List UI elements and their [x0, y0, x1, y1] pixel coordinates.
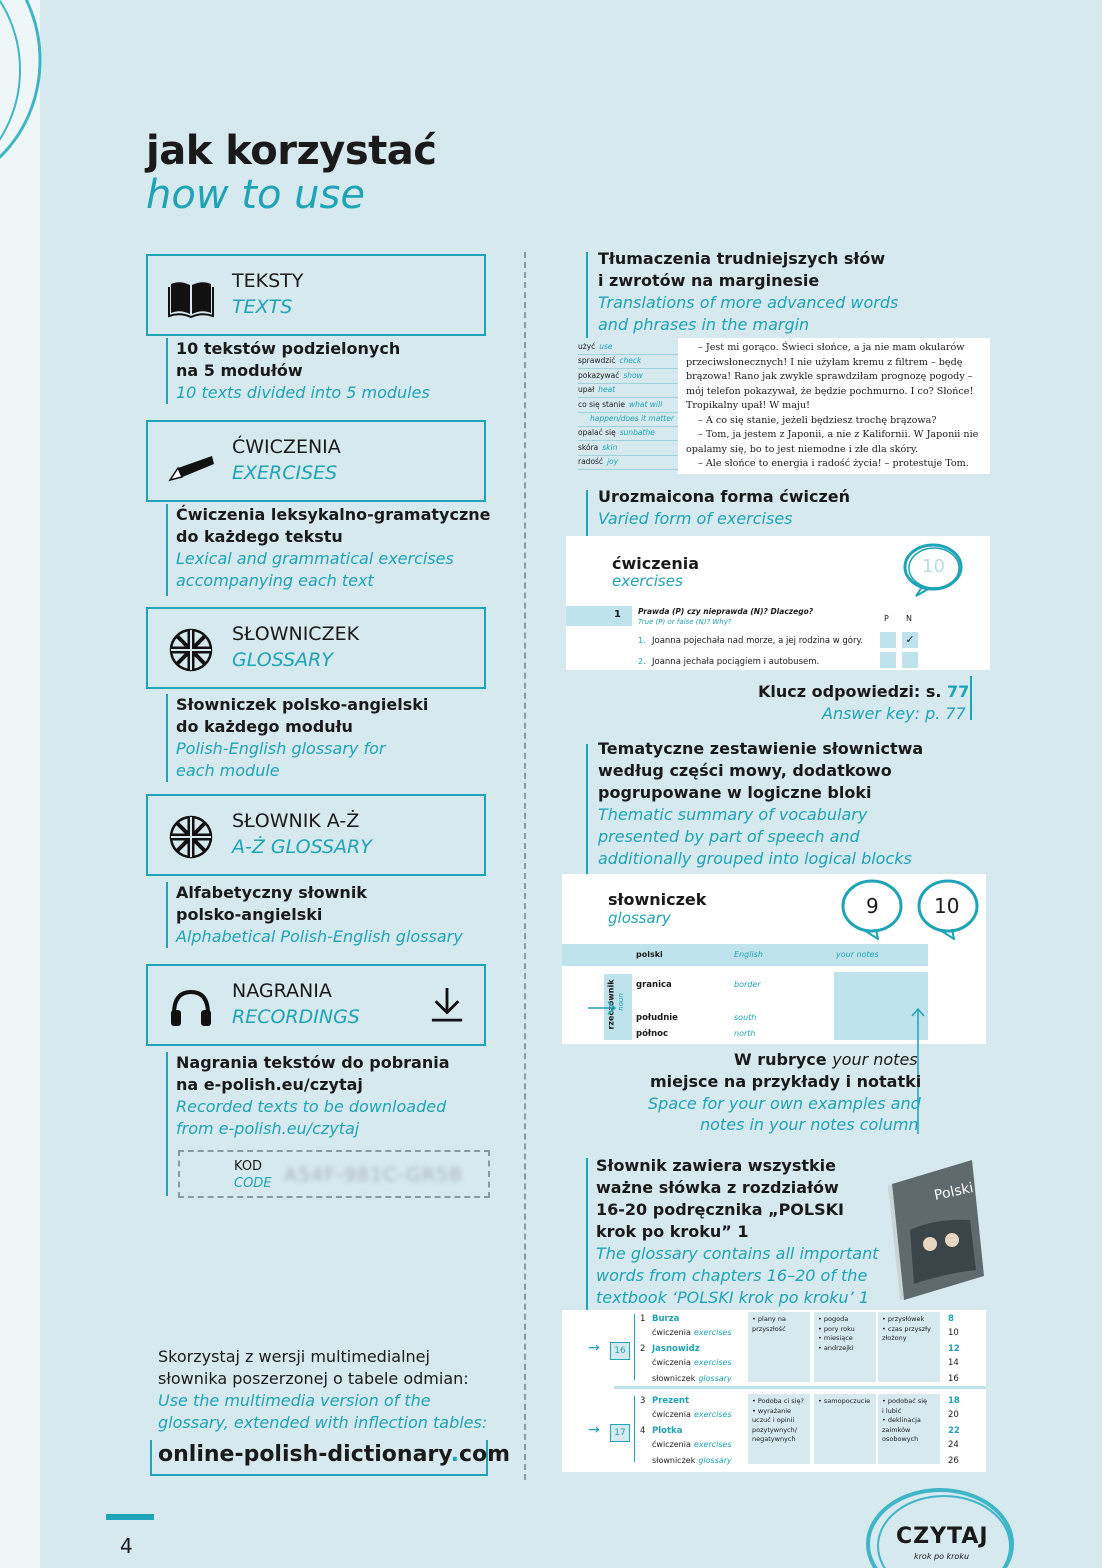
page-ref: 14: [948, 1358, 959, 1368]
desc-line-en: from e-polish.eu/czytaj: [176, 1119, 360, 1138]
page-number: 4: [120, 1534, 133, 1558]
topic-item: złożony: [882, 1334, 907, 1342]
page-ref: 20: [948, 1410, 959, 1420]
topic-item: przyszłość: [752, 1324, 786, 1333]
section-label-en: RECORDINGS: [232, 1006, 360, 1028]
chapter-bracket: [634, 1314, 638, 1380]
text-line: opalamy się, bo to jest niemodne i złe dla skóry.: [686, 443, 919, 455]
heading-line-en: Varied form of exercises: [598, 509, 793, 528]
desc-line-en: Lexical and grammatical exercises: [176, 549, 454, 568]
exercise-item: Joanna jechała pociągiem i autobusem.: [652, 657, 820, 667]
heading-line: według części mowy, dodatkowo: [598, 761, 892, 780]
answer-checkbox-checked[interactable]: ✓: [902, 632, 918, 648]
gloss-translation: sunbathe: [619, 428, 655, 438]
page-ref: 18: [948, 1396, 960, 1406]
gloss-translation: show: [623, 370, 643, 380]
lesson-title: Burza: [652, 1314, 680, 1324]
page-ref: 26: [948, 1456, 959, 1466]
heading-line: Urozmaicona forma ćwiczeń: [598, 487, 851, 506]
section-label-pl: ĆWICZENIA: [232, 436, 341, 458]
headphones-icon: [168, 984, 214, 1030]
multimedia-note: [158, 1346, 487, 1434]
gloss-entry: [578, 371, 686, 384]
glossary-label: słowniczek: [652, 1374, 696, 1383]
lesson-exercises: [652, 1440, 732, 1449]
topic-item: uczuć i opinii: [752, 1416, 795, 1424]
part-of-speech-label: rzeczownik: [606, 979, 616, 1030]
bubble-number: 10: [934, 894, 960, 918]
page-title: jak korzystać: [146, 128, 437, 174]
lesson-title: Prezent: [652, 1396, 690, 1406]
answer-checkbox[interactable]: [880, 632, 896, 648]
notes-column-note: [734, 1050, 918, 1069]
item-number: 1.: [638, 636, 646, 645]
page-ref: 8: [948, 1314, 954, 1324]
exercises-label-en: exercises: [693, 1440, 732, 1449]
section-az-glossary-desc: [166, 882, 463, 948]
multimedia-line: słownika poszerzonej o tabele odmian:: [158, 1369, 469, 1388]
gloss-translation: check: [619, 356, 642, 366]
topic-column: [878, 1312, 940, 1382]
column-divider: [524, 252, 526, 1480]
topic-column: [814, 1394, 876, 1464]
topic-item: • miesiące: [818, 1334, 853, 1342]
heading-line-en: The glossary contains all important: [596, 1244, 879, 1263]
url-dot: .: [450, 1442, 459, 1467]
page-number-bar: [106, 1514, 154, 1520]
section-texts-desc: [166, 338, 430, 404]
gloss-translation: happen/does it matter: [590, 414, 674, 423]
desc-line: na 5 modułów: [176, 361, 303, 380]
panel-title: ćwiczenia: [612, 554, 700, 573]
desc-line: 10 tekstów podzielonych: [176, 339, 401, 358]
desc-line: polsko-angielski: [176, 905, 323, 924]
heading-line-en: Thematic summary of vocabulary: [598, 805, 868, 824]
bubble-number: 10: [922, 556, 945, 577]
text-line: – A co się stanie, jeżeli będziesz trochę brązowa?: [698, 414, 937, 426]
glossary-label: słowniczek: [652, 1456, 696, 1465]
url-part: online-polish-dictionary: [158, 1442, 451, 1467]
heading-line: pogrupowane w logiczne bloki: [598, 783, 872, 802]
section-glossary-desc: [166, 694, 428, 782]
lesson-title: Jasnowidz: [652, 1344, 700, 1354]
notes-column-note-en: Space for your own examples and: [648, 1094, 921, 1113]
notes-column-note: miejsce na przykłady i notatki: [650, 1072, 922, 1091]
heading-line: krok po kroku” 1: [596, 1222, 749, 1241]
desc-line: Słowniczek polsko-angielski: [176, 695, 429, 714]
heading-line: Tematyczne zestawienie słownictwa: [598, 739, 924, 758]
desc-line-en: Alphabetical Polish-English glossary: [176, 927, 463, 946]
panel-subtitle: exercises: [612, 572, 683, 590]
answer-key-note: [758, 682, 969, 701]
section-label-pl: SŁOWNIK A-Ż: [232, 810, 360, 832]
heading-line-en: textbook ‘POLSKI krok po kroku’ 1: [596, 1288, 870, 1307]
answer-key-page: 77: [947, 682, 970, 701]
section-exercises-header: [146, 420, 486, 502]
task-instruction: Prawda (P) czy nieprawda (N)? Dlaczego?: [638, 607, 814, 616]
topic-column: [748, 1312, 810, 1382]
heading-line-en: and phrases in the margin: [598, 315, 810, 334]
desc-line: Alfabetyczny słownik: [176, 883, 367, 902]
panel-subtitle: glossary: [608, 909, 671, 927]
lesson-number: 4: [640, 1426, 646, 1436]
desc-line-en: accompanying each text: [176, 571, 374, 590]
exercises-label: ćwiczenia: [652, 1410, 691, 1419]
lesson-exercises: [652, 1410, 732, 1419]
lesson-exercises: [652, 1328, 732, 1337]
brand-logo-text: CZYTAJ: [896, 1524, 989, 1549]
heading-line: 16-20 podręcznika „POLSKI: [596, 1200, 844, 1219]
heading-line-en: Translations of more advanced words: [598, 293, 899, 312]
text-line: mój telefon pokazywał, że będzie pochmurno. I co? Słońce!: [686, 385, 974, 397]
text-line: – Jest mi gorąco. Świeci słońce, a ja nie mam okularów: [698, 342, 965, 353]
gloss-entry: [578, 400, 686, 413]
exercises-label: ćwiczenia: [652, 1440, 691, 1449]
section-texts-header: [146, 254, 486, 336]
gloss-translation: use: [599, 342, 613, 351]
url-part: com: [458, 1442, 511, 1467]
heading-line-en: additionally grouped into logical blocks: [598, 849, 912, 868]
text-line: brązowa! Rano jak zwykle sprawdziłam prognozę pogody –: [686, 371, 973, 382]
exercises-label-en: exercises: [693, 1328, 732, 1337]
desc-line-en: Recorded texts to be downloaded: [176, 1097, 447, 1116]
topic-item: • deklinacja: [882, 1416, 921, 1424]
exercises-label-en: exercises: [693, 1410, 732, 1419]
dictionary-heading: [596, 1155, 878, 1309]
task-number: 1: [614, 609, 621, 620]
topic-item: • andrzejki: [818, 1343, 854, 1352]
dictionary-url-link[interactable]: [158, 1442, 510, 1467]
topic-column: [814, 1312, 876, 1382]
column-header: your notes: [836, 950, 879, 959]
page-ref: 10: [948, 1328, 959, 1338]
exercises-heading: [598, 486, 850, 530]
pencil-icon: [168, 444, 214, 490]
gloss-entry: [578, 385, 686, 398]
text-line: Tropikalny upał! W maju!: [686, 400, 811, 411]
uk-flag-icon: [168, 627, 214, 673]
item-number: 2.: [638, 657, 646, 666]
book-title: Polski: [932, 1180, 975, 1204]
chapter-bracket: [634, 1396, 638, 1462]
gloss-translation: heat: [598, 385, 616, 395]
arrow-right-icon: →: [588, 1340, 600, 1356]
brand-logo-subtitle: krok po kroku: [914, 1552, 970, 1561]
exercises-label: ćwiczenia: [652, 1358, 691, 1367]
section-glossary-header: [146, 607, 486, 689]
column-header: English: [734, 950, 763, 959]
arrow-right-icon: [588, 1000, 618, 1016]
gloss-entry: [578, 356, 686, 369]
glossary-label-en: glossary: [698, 1374, 732, 1383]
section-label-en: EXERCISES: [232, 462, 338, 484]
glossary-word: północ: [636, 1029, 669, 1039]
bubble-number: 9: [866, 894, 879, 918]
code-label-pl: KOD: [234, 1159, 263, 1174]
margin-translations-heading: [598, 248, 898, 336]
section-label-pl: SŁOWNICZEK: [232, 623, 360, 645]
exercises-label-en: exercises: [693, 1358, 732, 1367]
gloss-word: upał: [578, 385, 595, 395]
column-header: polski: [636, 950, 663, 959]
notes-label-italic: your notes: [832, 1050, 918, 1069]
topic-item: pozytywnych/: [752, 1425, 797, 1434]
accent-bar: [586, 252, 588, 338]
textbook-cover-image: [886, 1160, 986, 1300]
section-exercises-desc: [166, 504, 491, 596]
glossary-word: granica: [636, 980, 672, 990]
exercise-item: Joanna pojechała nad morze, a jej rodzina w góry.: [652, 636, 864, 646]
heading-line-en: presented by part of speech and: [598, 827, 860, 846]
page-ref: 22: [948, 1426, 960, 1436]
accent-bar: [970, 676, 972, 720]
desc-line-en: 10 texts divided into 5 modules: [176, 383, 430, 402]
gloss-word: opalać się: [578, 428, 616, 438]
table-of-contents-panel: [562, 1310, 986, 1472]
gloss-entry: [578, 457, 686, 470]
chapter-number: 16: [610, 1342, 630, 1360]
glossary-word: południe: [636, 1013, 678, 1023]
gloss-word: skóra: [578, 442, 599, 452]
topic-column: [748, 1394, 810, 1464]
lesson-number: 3: [640, 1396, 646, 1406]
desc-line: Ćwiczenia leksykalno-gramatyczne: [176, 505, 491, 524]
answer-key-label: Klucz odpowiedzi: s.: [758, 682, 948, 701]
topic-item: osobowych: [882, 1435, 919, 1443]
topic-item: • samopoczucie: [818, 1397, 871, 1405]
section-label-en: GLOSSARY: [232, 649, 333, 671]
exercise-sample-panel: [566, 536, 990, 670]
topic-column: [878, 1394, 940, 1464]
desc-line: Nagrania tekstów do pobrania: [176, 1053, 450, 1072]
exercises-label: ćwiczenia: [652, 1328, 691, 1337]
desc-line: na e-polish.eu/czytaj: [176, 1075, 363, 1094]
lesson-exercises: [652, 1358, 732, 1367]
lesson-title: Plotka: [652, 1426, 683, 1436]
section-recordings-header: [146, 964, 486, 1046]
thematic-summary-heading: [598, 738, 923, 870]
false-column-label: N: [906, 614, 912, 623]
panel-title: słowniczek: [608, 890, 707, 909]
gloss-word: użyć: [578, 342, 596, 351]
book-icon: [168, 274, 214, 320]
part-of-speech-label-en: noun: [616, 993, 625, 1011]
decorative-circle-scribble: [0, 0, 50, 460]
gloss-entry: [578, 428, 686, 441]
desc-line-en: Polish-English glossary for: [176, 739, 386, 758]
glossary-translation: border: [734, 980, 761, 989]
desc-line: do każdego tekstu: [176, 527, 343, 546]
topic-item: • pory roku: [818, 1324, 855, 1333]
multimedia-line-en: glossary, extended with inflection tables:: [158, 1413, 488, 1432]
chapter-divider: [614, 1386, 986, 1389]
page-ref: 12: [948, 1344, 960, 1354]
sample-text-excerpt: [678, 338, 990, 474]
text-line: przeciwsłonecznych! I nie użyłam kremu z filtrem – będę: [686, 356, 963, 368]
page-ref: 24: [948, 1440, 959, 1450]
gloss-entry: [578, 443, 686, 456]
access-code-box: [178, 1150, 490, 1198]
answer-checkbox[interactable]: [902, 652, 918, 668]
heading-line: Tłumaczenia trudniejszych słów: [598, 249, 886, 268]
answer-checkbox[interactable]: [880, 652, 896, 668]
section-label-en: A-Ż GLOSSARY: [232, 836, 372, 858]
page-ref: 16: [948, 1374, 959, 1384]
section-label-pl: TEKSTY: [232, 270, 304, 292]
gloss-word: co się stanie: [578, 399, 625, 409]
topic-item: • Podoba ci się?: [752, 1397, 804, 1405]
multimedia-line: Skorzystaj z wersji multimedialnej: [158, 1347, 430, 1366]
margin-gloss-list: [566, 340, 676, 474]
gloss-word: sprawdzić: [578, 356, 616, 366]
gloss-word: radość: [578, 457, 604, 467]
topic-item: • plany na: [752, 1315, 786, 1323]
access-code-value: A54F-981C-GR5B: [284, 1164, 464, 1186]
lesson-glossary: [652, 1456, 732, 1465]
topic-item: • pogoda: [818, 1315, 849, 1323]
gloss-entry: [578, 414, 686, 427]
topic-item: zaimków: [882, 1425, 911, 1434]
section-label-en: TEXTS: [232, 296, 293, 318]
heading-line-en: words from chapters 16–20 of the: [596, 1266, 868, 1285]
topic-item: • czas przyszły: [882, 1324, 931, 1333]
chapter-number: 17: [610, 1424, 630, 1442]
topic-item: i lubić: [882, 1406, 902, 1415]
topic-item: • przysłówek: [882, 1315, 925, 1323]
lesson-glossary: [652, 1374, 732, 1383]
heading-line: i zwrotów na marginesie: [598, 271, 820, 290]
lesson-number: 2: [640, 1344, 646, 1354]
topic-item: • wyrażanie: [752, 1406, 792, 1415]
task-instruction-en: True (P) or false (N)? Why?: [638, 618, 732, 626]
notes-label: W rubryce: [734, 1050, 833, 1069]
answer-key-note-en: Answer key: p. 77: [822, 704, 966, 723]
section-label-pl: NAGRANIA: [232, 980, 332, 1002]
gloss-translation: skin: [602, 442, 618, 452]
code-label-en: CODE: [234, 1176, 272, 1191]
page-subtitle: how to use: [146, 172, 365, 218]
topic-item: • podobać się: [882, 1397, 928, 1405]
gloss-word: pokazywać: [578, 370, 620, 380]
heading-line: ważne słówka z rozdziałów: [596, 1178, 839, 1197]
multimedia-line-en: Use the multimedia version of the: [158, 1391, 431, 1410]
section-az-glossary-header: [146, 794, 486, 876]
lesson-number: 1: [640, 1314, 646, 1324]
gloss-translation: what will: [628, 399, 663, 409]
glossary-label-en: glossary: [698, 1456, 732, 1465]
notes-column-note-en: notes in your notes column: [700, 1115, 919, 1134]
topic-item: negatywnych: [752, 1435, 796, 1443]
uk-flag-icon: [168, 814, 214, 860]
true-column-label: P: [884, 614, 889, 623]
download-icon[interactable]: [430, 986, 464, 1024]
glossary-translation: south: [734, 1013, 757, 1022]
arrow-right-icon: →: [588, 1422, 600, 1438]
heading-line: Słownik zawiera wszystkie: [596, 1156, 836, 1175]
gloss-translation: joy: [607, 457, 619, 467]
desc-line-en: each module: [176, 761, 280, 780]
desc-line: do każdego modułu: [176, 717, 353, 736]
task-number-bar: [566, 606, 632, 626]
text-line: – Tom, ja jestem z Japonii, a nie z Kalifornii. W Japonii nie: [698, 429, 979, 440]
gloss-entry: [578, 342, 686, 355]
text-line: – Ale słońce to energia i radość życia! – protestuje Tom.: [698, 458, 969, 469]
accent-bar: [586, 490, 588, 536]
glossary-translation: north: [734, 1029, 756, 1038]
